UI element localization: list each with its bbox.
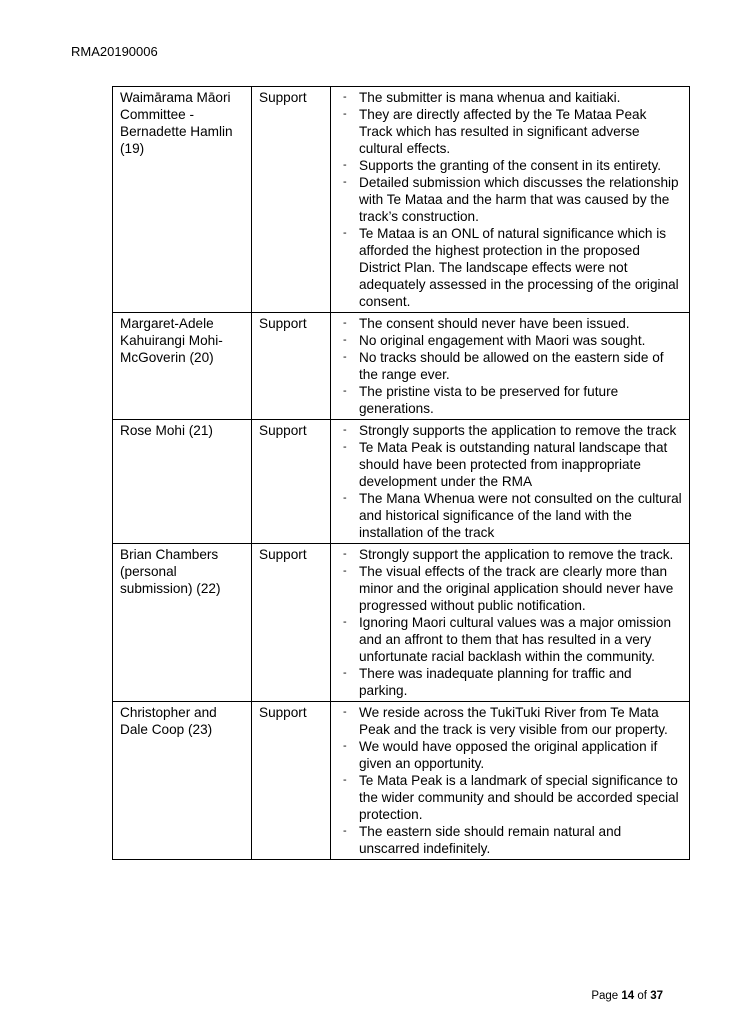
summary-point xyxy=(338,422,683,439)
dash-bullet-icon: - xyxy=(343,740,347,752)
dash-bullet-icon: - xyxy=(343,159,347,171)
dash-bullet-icon: - xyxy=(343,176,347,188)
summary-point-text: Ignoring Maori cultural values was a major omission and an affront to them that has resulted in a very unfortunate racial backlash within the community. xyxy=(359,615,672,664)
dash-bullet-icon: - xyxy=(343,317,347,329)
page-word: Page xyxy=(591,990,619,1002)
dash-bullet-icon: - xyxy=(343,91,347,103)
summary-points-cell xyxy=(331,420,690,544)
submission-row xyxy=(113,544,690,702)
page-footer xyxy=(591,990,663,1002)
submission-row xyxy=(113,87,690,313)
summary-points-cell xyxy=(331,313,690,420)
dash-bullet-icon: - xyxy=(343,825,347,837)
summary-point xyxy=(338,439,683,490)
dash-bullet-icon: - xyxy=(343,227,347,239)
dash-bullet-icon: - xyxy=(343,334,347,346)
submitter-cell: Christopher and Dale Coop (23) xyxy=(113,702,252,860)
summary-point xyxy=(338,738,683,772)
page-total-number: 37 xyxy=(650,990,663,1002)
summary-point-text: No original engagement with Maori was sought. xyxy=(359,333,646,348)
summary-point xyxy=(338,89,683,106)
summary-point-text: No tracks should be allowed on the eastern side of the range ever. xyxy=(359,350,664,382)
summary-points-cell xyxy=(331,87,690,313)
submissions-table-body xyxy=(113,87,690,860)
dash-bullet-icon: - xyxy=(343,774,347,786)
summary-point-text: Te Mata Peak is outstanding natural landscape that should have been protected from inappropriate development under the RMA xyxy=(359,440,668,489)
dash-bullet-icon: - xyxy=(343,492,347,504)
submission-row xyxy=(113,313,690,420)
summary-point xyxy=(338,546,683,563)
summary-point xyxy=(338,332,683,349)
position-cell: Support xyxy=(252,87,331,313)
position-cell: Support xyxy=(252,702,331,860)
dash-bullet-icon: - xyxy=(343,616,347,628)
summary-point-text: Supports the granting of the consent in its entirety. xyxy=(359,158,662,173)
position-cell: Support xyxy=(252,544,331,702)
summary-point xyxy=(338,490,683,541)
position-cell: Support xyxy=(252,313,331,420)
dash-bullet-icon: - xyxy=(343,548,347,560)
summary-point xyxy=(338,563,683,614)
summary-point-text: Strongly support the application to remove the track. xyxy=(359,547,674,562)
summary-point-text: The submitter is mana whenua and kaitiaki. xyxy=(359,90,621,105)
submission-row xyxy=(113,420,690,544)
summary-points-cell xyxy=(331,544,690,702)
submission-row xyxy=(113,702,690,860)
summary-point xyxy=(338,174,683,225)
summary-point-text: Te Mata Peak is a landmark of special significance to the wider community and should be accorded special protection. xyxy=(359,773,679,822)
summary-point xyxy=(338,157,683,174)
dash-bullet-icon: - xyxy=(343,351,347,363)
summary-point xyxy=(338,614,683,665)
summary-points-list xyxy=(338,89,683,310)
summary-points-list xyxy=(338,422,683,541)
summary-point xyxy=(338,704,683,738)
summary-point-text: The eastern side should remain natural and unscarred indefinitely. xyxy=(359,824,622,856)
summary-point-text: We would have opposed the original application if given an opportunity. xyxy=(359,739,658,771)
summary-point-text: Strongly supports the application to remove the track xyxy=(359,423,677,438)
summary-point-text: The Mana Whenua were not consulted on the cultural and historical significance of the land with the installation of the track xyxy=(359,491,682,540)
summary-point xyxy=(338,349,683,383)
summary-point-text: The consent should never have been issued. xyxy=(359,316,630,331)
dash-bullet-icon: - xyxy=(343,706,347,718)
dash-bullet-icon: - xyxy=(343,667,347,679)
dash-bullet-icon: - xyxy=(343,385,347,397)
summary-point xyxy=(338,772,683,823)
summary-point xyxy=(338,823,683,857)
document-reference: RMA20190006 xyxy=(71,44,158,59)
summary-point-text: Te Mataa is an ONL of natural significance which is afforded the highest protection in the proposed District Plan. The landscape effects were not adequately assessed in the processing of the original consent. xyxy=(359,226,679,309)
summary-point-text: We reside across the TukiTuki River from Te Mata Peak and the track is very visible from our property. xyxy=(359,705,668,737)
summary-point-text: They are directly affected by the Te Mataa Peak Track which has resulted in significant adverse cultural effects. xyxy=(359,107,647,156)
summary-point-text: The pristine vista to be preserved for future generations. xyxy=(359,384,619,416)
summary-point xyxy=(338,383,683,417)
submitter-cell: Brian Chambers (personal submission) (22) xyxy=(113,544,252,702)
summary-points-list xyxy=(338,546,683,699)
summary-point xyxy=(338,106,683,157)
summary-point xyxy=(338,225,683,310)
summary-point-text: There was inadequate planning for traffic and parking. xyxy=(359,666,632,698)
dash-bullet-icon: - xyxy=(343,424,347,436)
page-current-number: 14 xyxy=(621,990,635,1002)
summary-points-list xyxy=(338,315,683,417)
submitter-cell: Margaret-Adele Kahuirangi Mohi-McGoverin (20) xyxy=(113,313,252,420)
summary-point xyxy=(338,315,683,332)
submissions-table xyxy=(112,86,690,860)
submitter-cell: Waimārama Māori Committee - Bernadette Hamlin (19) xyxy=(113,87,252,313)
summary-point-text: Detailed submission which discusses the relationship with Te Mataa and the harm that was caused by the track’s construction. xyxy=(359,175,679,224)
summary-points-cell xyxy=(331,702,690,860)
submitter-cell: Rose Mohi (21) xyxy=(113,420,252,544)
dash-bullet-icon: - xyxy=(343,565,347,577)
position-cell: Support xyxy=(252,420,331,544)
summary-points-list xyxy=(338,704,683,857)
dash-bullet-icon: - xyxy=(343,441,347,453)
summary-point xyxy=(338,665,683,699)
of-word: of xyxy=(637,990,647,1002)
summary-point-text: The visual effects of the track are clearly more than minor and the original application should never have progressed without public notification. xyxy=(359,564,674,613)
dash-bullet-icon: - xyxy=(343,108,347,120)
